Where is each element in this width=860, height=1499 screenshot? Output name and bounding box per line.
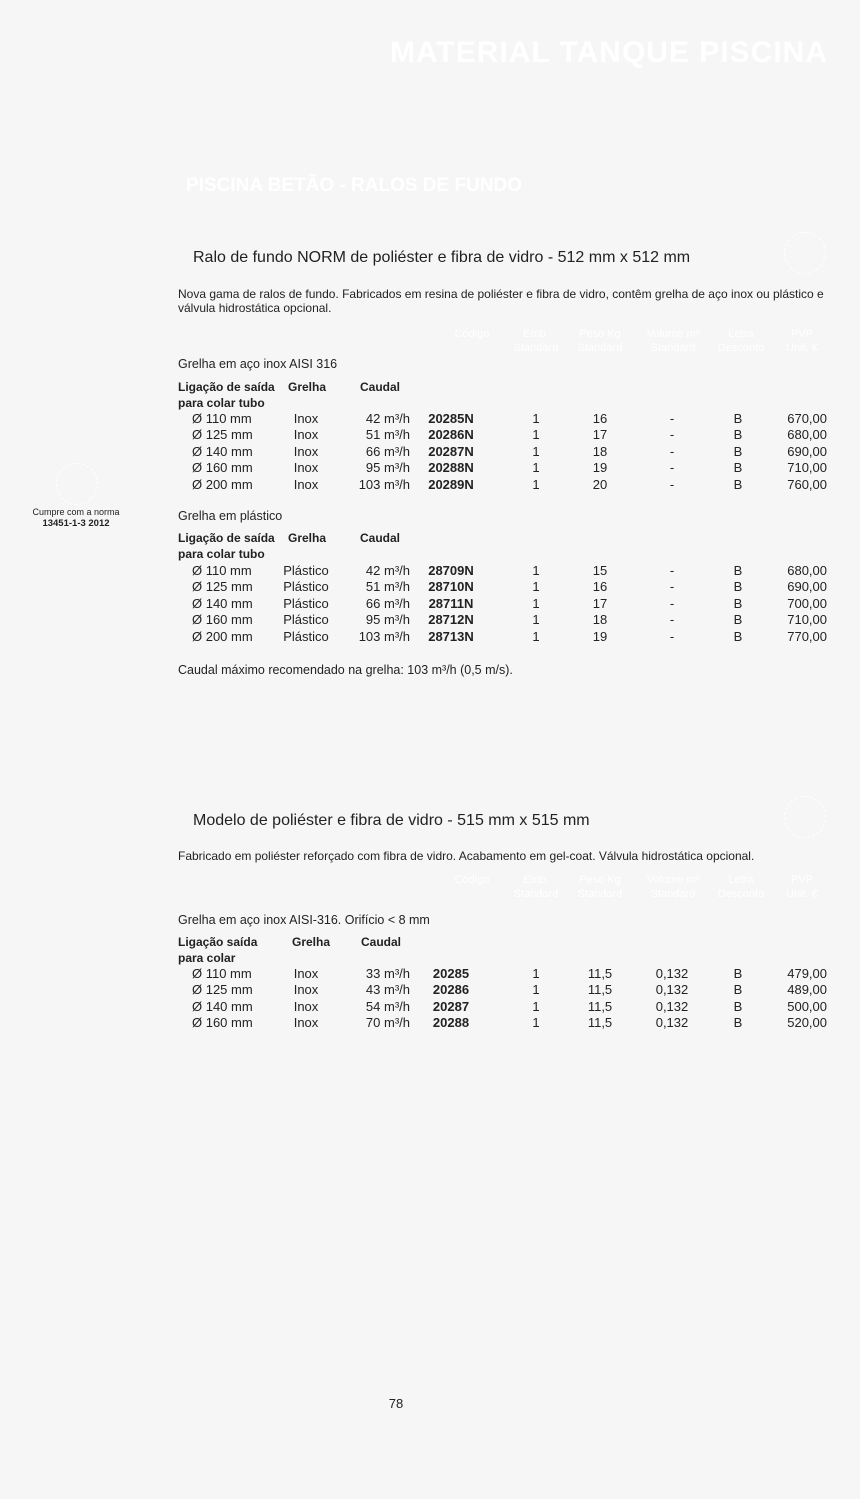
discount-letter-cell: B	[733, 998, 743, 1014]
header-letra-line2: Desconto	[717, 888, 765, 900]
weight-cell: 11,5	[587, 1015, 613, 1031]
table-row	[0, 460, 860, 476]
grid-cell: Inox	[293, 443, 319, 459]
volume-cell: -	[669, 476, 675, 492]
grid-cell: Inox	[293, 1015, 319, 1031]
product-code-cell: 20288	[432, 1015, 470, 1031]
price-cell: 479,00	[787, 966, 827, 981]
grid-cell: Inox	[293, 460, 319, 476]
diameter-cell: Ø 110 mm	[192, 563, 252, 578]
col-grid-header: Grelha	[288, 531, 327, 545]
product-code-cell: 20285N	[428, 411, 474, 426]
price-cell: 489,00	[787, 982, 827, 998]
emb-cell: 1	[532, 982, 540, 998]
col-outlet-header	[178, 530, 275, 562]
product-title: Modelo de poliéster e fibra de vidro - 515 mm x 515 mm	[193, 812, 590, 829]
diameter-cell: Ø 125 mm	[192, 579, 253, 595]
table-row	[0, 966, 860, 982]
header-emb-line1: Emb.	[523, 874, 549, 886]
volume-cell: -	[669, 563, 675, 578]
grid-cell: Inox	[293, 476, 319, 492]
volume-cell: -	[669, 460, 675, 476]
emb-cell: 1	[532, 998, 540, 1014]
product-title: Ralo de fundo NORM de poliéster e fibra de vidro - 512 mm x 512 mm	[193, 249, 691, 266]
weight-cell: 11,5	[587, 982, 613, 998]
price-cell: 680,00	[787, 563, 827, 578]
price-cell: 710,00	[787, 460, 827, 476]
product-code-cell: 20287	[432, 998, 470, 1014]
table-row	[0, 411, 860, 427]
grid-cell: Plástico	[283, 579, 329, 595]
flow-cell: 103 m³/h	[358, 476, 410, 492]
product-description: Fabricado em poliéster reforçado com fibra de vidro. Acabamento em gel-coat. Válvula hidrostática opcional.	[178, 849, 755, 863]
table-row	[0, 596, 860, 612]
flow-cell: 43 m³/h	[365, 982, 410, 998]
volume-cell: -	[669, 579, 675, 595]
volume-cell: 0,132	[655, 998, 689, 1014]
header-pvp-line1: PVP	[790, 328, 813, 340]
flow-cell: 66 m³/h	[365, 443, 410, 459]
product-code-cell: 20286N	[428, 427, 474, 443]
diameter-cell: Ø 125 mm	[192, 982, 253, 998]
flow-cell: 42 m³/h	[365, 563, 410, 578]
table-row	[0, 563, 860, 579]
table-row	[0, 1015, 860, 1031]
norm-seal-icon	[56, 463, 98, 505]
discount-letter-cell: B	[733, 476, 743, 492]
col-outlet-line1: Ligação saída	[178, 935, 258, 949]
col-outlet-header	[178, 934, 257, 966]
price-cell: 670,00	[787, 411, 827, 426]
emb-cell: 1	[532, 476, 540, 492]
product-code-cell: 28713N	[428, 628, 474, 644]
header-codigo-label: Código	[454, 874, 490, 886]
col-outlet-line2: para colar tubo	[178, 396, 265, 410]
flow-cell: 33 m³/h	[365, 966, 410, 981]
price-cell: 500,00	[787, 998, 827, 1014]
weight-cell: 16	[592, 411, 608, 426]
header-codigo-label: Código	[454, 328, 490, 340]
emb-cell: 1	[532, 612, 540, 628]
volume-cell: 0,132	[655, 982, 689, 998]
grid-cell: Inox	[293, 427, 319, 443]
volume-cell: -	[669, 612, 675, 628]
volume-cell: 0,132	[655, 966, 689, 981]
header-peso	[570, 873, 630, 901]
diameter-cell: Ø 140 mm	[192, 595, 253, 611]
norm-compliance-note	[28, 507, 124, 529]
header-pvp-line2: Unit. €	[786, 888, 818, 900]
header-emb-line2: Standard	[513, 342, 559, 354]
discount-letter-cell: B	[733, 443, 743, 459]
header-pvp	[776, 873, 828, 901]
header-emb	[506, 327, 566, 355]
col-grid-header: Grelha	[288, 380, 327, 394]
col-outlet-line2: para colar tubo	[178, 547, 265, 561]
header-codigo	[440, 873, 504, 887]
product-code-cell: 20287N	[428, 443, 474, 459]
weight-cell: 18	[592, 443, 608, 459]
col-outlet-line1: Ligação de saída	[178, 380, 275, 394]
header-letra-line1: Letra	[728, 328, 754, 340]
footnote: Caudal máximo recomendado na grelha: 103 m³/h (0,5 m/s).	[178, 663, 513, 677]
price-cell: 710,00	[787, 612, 827, 628]
header-peso-line2: Standard	[577, 888, 623, 900]
header-emb-line2: Standard	[513, 888, 559, 900]
header-peso-line1: Peso Kg	[579, 874, 621, 886]
table-row	[0, 444, 860, 460]
product-code-cell: 28710N	[428, 579, 474, 595]
emb-cell: 1	[532, 411, 540, 426]
diameter-cell: Ø 125 mm	[192, 427, 253, 443]
weight-cell: 11,5	[587, 966, 613, 981]
weight-cell: 19	[592, 460, 608, 476]
product-code-cell: 20289N	[428, 476, 474, 492]
diameter-cell: Ø 140 mm	[192, 443, 253, 459]
discount-letter-cell: B	[733, 427, 743, 443]
header-peso-line1: Peso Kg	[579, 328, 621, 340]
volume-cell: -	[669, 443, 675, 459]
diameter-cell: Ø 160 mm	[192, 460, 253, 476]
price-cell: 700,00	[787, 595, 827, 611]
weight-cell: 17	[592, 427, 608, 443]
volume-cell: -	[669, 595, 675, 611]
discount-letter-cell: B	[733, 595, 743, 611]
discount-letter-cell: B	[733, 411, 743, 426]
page-title: MATERIAL TANQUE PISCINA	[389, 36, 828, 69]
norm-line2: 13451-1-3 2012	[42, 518, 110, 529]
diameter-cell: Ø 200 mm	[192, 628, 253, 644]
discount-letter-cell: B	[733, 579, 743, 595]
diameter-cell: Ø 160 mm	[192, 612, 253, 628]
product-code-cell: 28711N	[428, 595, 474, 611]
header-codigo	[440, 327, 504, 341]
certification-seal-icon	[784, 232, 826, 274]
table-row	[0, 427, 860, 443]
diameter-cell: Ø 140 mm	[192, 998, 253, 1014]
price-cell: 520,00	[787, 1015, 827, 1031]
header-peso-line2: Standard	[577, 342, 623, 354]
col-flow-header: Caudal	[360, 380, 401, 394]
flow-cell: 51 m³/h	[365, 427, 410, 443]
product-code-cell: 20286	[432, 982, 470, 998]
header-volume	[636, 327, 710, 355]
col-outlet-line2: para colar	[178, 951, 236, 965]
volume-cell: -	[669, 628, 675, 644]
header-letra-line2: Desconto	[717, 342, 765, 354]
product-code-cell: 28709N	[428, 563, 474, 578]
grid-cell: Inox	[293, 998, 319, 1014]
col-outlet-line1: Ligação de saída	[178, 531, 275, 545]
emb-cell: 1	[532, 427, 540, 443]
discount-letter-cell: B	[733, 612, 743, 628]
diameter-cell: Ø 110 mm	[192, 966, 252, 981]
table-row	[0, 999, 860, 1015]
flow-cell: 103 m³/h	[358, 628, 410, 644]
flow-cell: 66 m³/h	[365, 595, 410, 611]
volume-cell: -	[669, 427, 675, 443]
header-volume-line2: Standard	[650, 342, 696, 354]
table-row	[0, 612, 860, 628]
header-letra	[710, 327, 772, 355]
diameter-cell: Ø 110 mm	[192, 411, 252, 426]
weight-cell: 17	[592, 595, 608, 611]
product-code-cell: 20285	[432, 966, 470, 981]
header-volume-line1: Volume m³	[646, 874, 700, 886]
weight-cell: 20	[592, 476, 608, 492]
col-grid-header: Grelha	[292, 935, 331, 949]
header-volume-line2: Standard	[650, 888, 696, 900]
group-subtitle: Grelha em aço inox AISI 316	[178, 357, 338, 371]
flow-cell: 95 m³/h	[365, 460, 410, 476]
discount-letter-cell: B	[733, 460, 743, 476]
emb-cell: 1	[532, 443, 540, 459]
table-row	[0, 477, 860, 493]
grid-cell: Inox	[293, 982, 319, 998]
product-code-cell: 20288N	[428, 460, 474, 476]
header-pvp	[776, 327, 828, 355]
header-letra-line1: Letra	[728, 874, 754, 886]
table-row	[0, 629, 860, 645]
group-subtitle: Grelha em aço inox AISI-316. Orifício < 8 mm	[178, 913, 430, 927]
header-pvp-line1: PVP	[790, 874, 813, 886]
grid-cell: Inox	[293, 966, 319, 981]
table-row	[0, 579, 860, 595]
weight-cell: 19	[592, 628, 608, 644]
header-peso	[570, 327, 630, 355]
table-row	[0, 982, 860, 998]
col-outlet-header	[178, 379, 275, 411]
header-volume	[636, 873, 710, 901]
discount-letter-cell: B	[733, 628, 743, 644]
header-pvp-line2: Unit. €	[786, 342, 818, 354]
emb-cell: 1	[532, 579, 540, 595]
emb-cell: 1	[532, 563, 540, 578]
emb-cell: 1	[532, 628, 540, 644]
weight-cell: 18	[592, 612, 608, 628]
price-cell: 680,00	[787, 427, 827, 443]
discount-letter-cell: B	[733, 1015, 743, 1031]
flow-cell: 54 m³/h	[365, 998, 410, 1014]
certification-seal-icon	[784, 796, 826, 838]
emb-cell: 1	[532, 595, 540, 611]
grid-cell: Inox	[293, 411, 319, 426]
page-number: 78	[388, 1396, 404, 1411]
product-code-cell: 28712N	[428, 612, 474, 628]
price-cell: 690,00	[787, 443, 827, 459]
section-title: PISCINA BETÃO - RALOS DE FUNDO	[186, 175, 523, 196]
emb-cell: 1	[532, 460, 540, 476]
emb-cell: 1	[532, 1015, 540, 1031]
volume-cell: 0,132	[655, 1015, 689, 1031]
flow-cell: 95 m³/h	[365, 612, 410, 628]
header-letra	[710, 873, 772, 901]
grid-cell: Plástico	[283, 612, 329, 628]
discount-letter-cell: B	[733, 563, 743, 578]
norm-line1: Cumpre com a norma	[32, 507, 120, 517]
discount-letter-cell: B	[733, 966, 743, 981]
col-flow-header: Caudal	[361, 935, 402, 949]
product-description: Nova gama de ralos de fundo. Fabricados em resina de poliéster e fibra de vidro, contêm grelha de aço inox ou plástico e válvula hidrostática opcional.	[178, 287, 824, 315]
diameter-cell: Ø 160 mm	[192, 1015, 253, 1031]
header-emb-line1: Emb.	[523, 328, 549, 340]
flow-cell: 42 m³/h	[365, 411, 410, 426]
diameter-cell: Ø 200 mm	[192, 476, 253, 492]
emb-cell: 1	[532, 966, 540, 981]
col-flow-header: Caudal	[360, 531, 401, 545]
price-cell: 690,00	[787, 579, 827, 595]
volume-cell: -	[669, 411, 675, 426]
weight-cell: 16	[592, 579, 608, 595]
header-emb	[506, 873, 566, 901]
grid-cell: Plástico	[283, 595, 329, 611]
flow-cell: 51 m³/h	[365, 579, 410, 595]
group-subtitle: Grelha em plástico	[178, 509, 283, 523]
grid-cell: Plástico	[283, 628, 329, 644]
discount-letter-cell: B	[733, 982, 743, 998]
grid-cell: Plástico	[283, 563, 329, 578]
price-cell: 760,00	[787, 476, 827, 492]
flow-cell: 70 m³/h	[365, 1015, 410, 1031]
weight-cell: 11,5	[587, 998, 613, 1014]
price-cell: 770,00	[787, 628, 827, 644]
weight-cell: 15	[592, 563, 608, 578]
header-volume-line1: Volume m³	[646, 328, 700, 340]
